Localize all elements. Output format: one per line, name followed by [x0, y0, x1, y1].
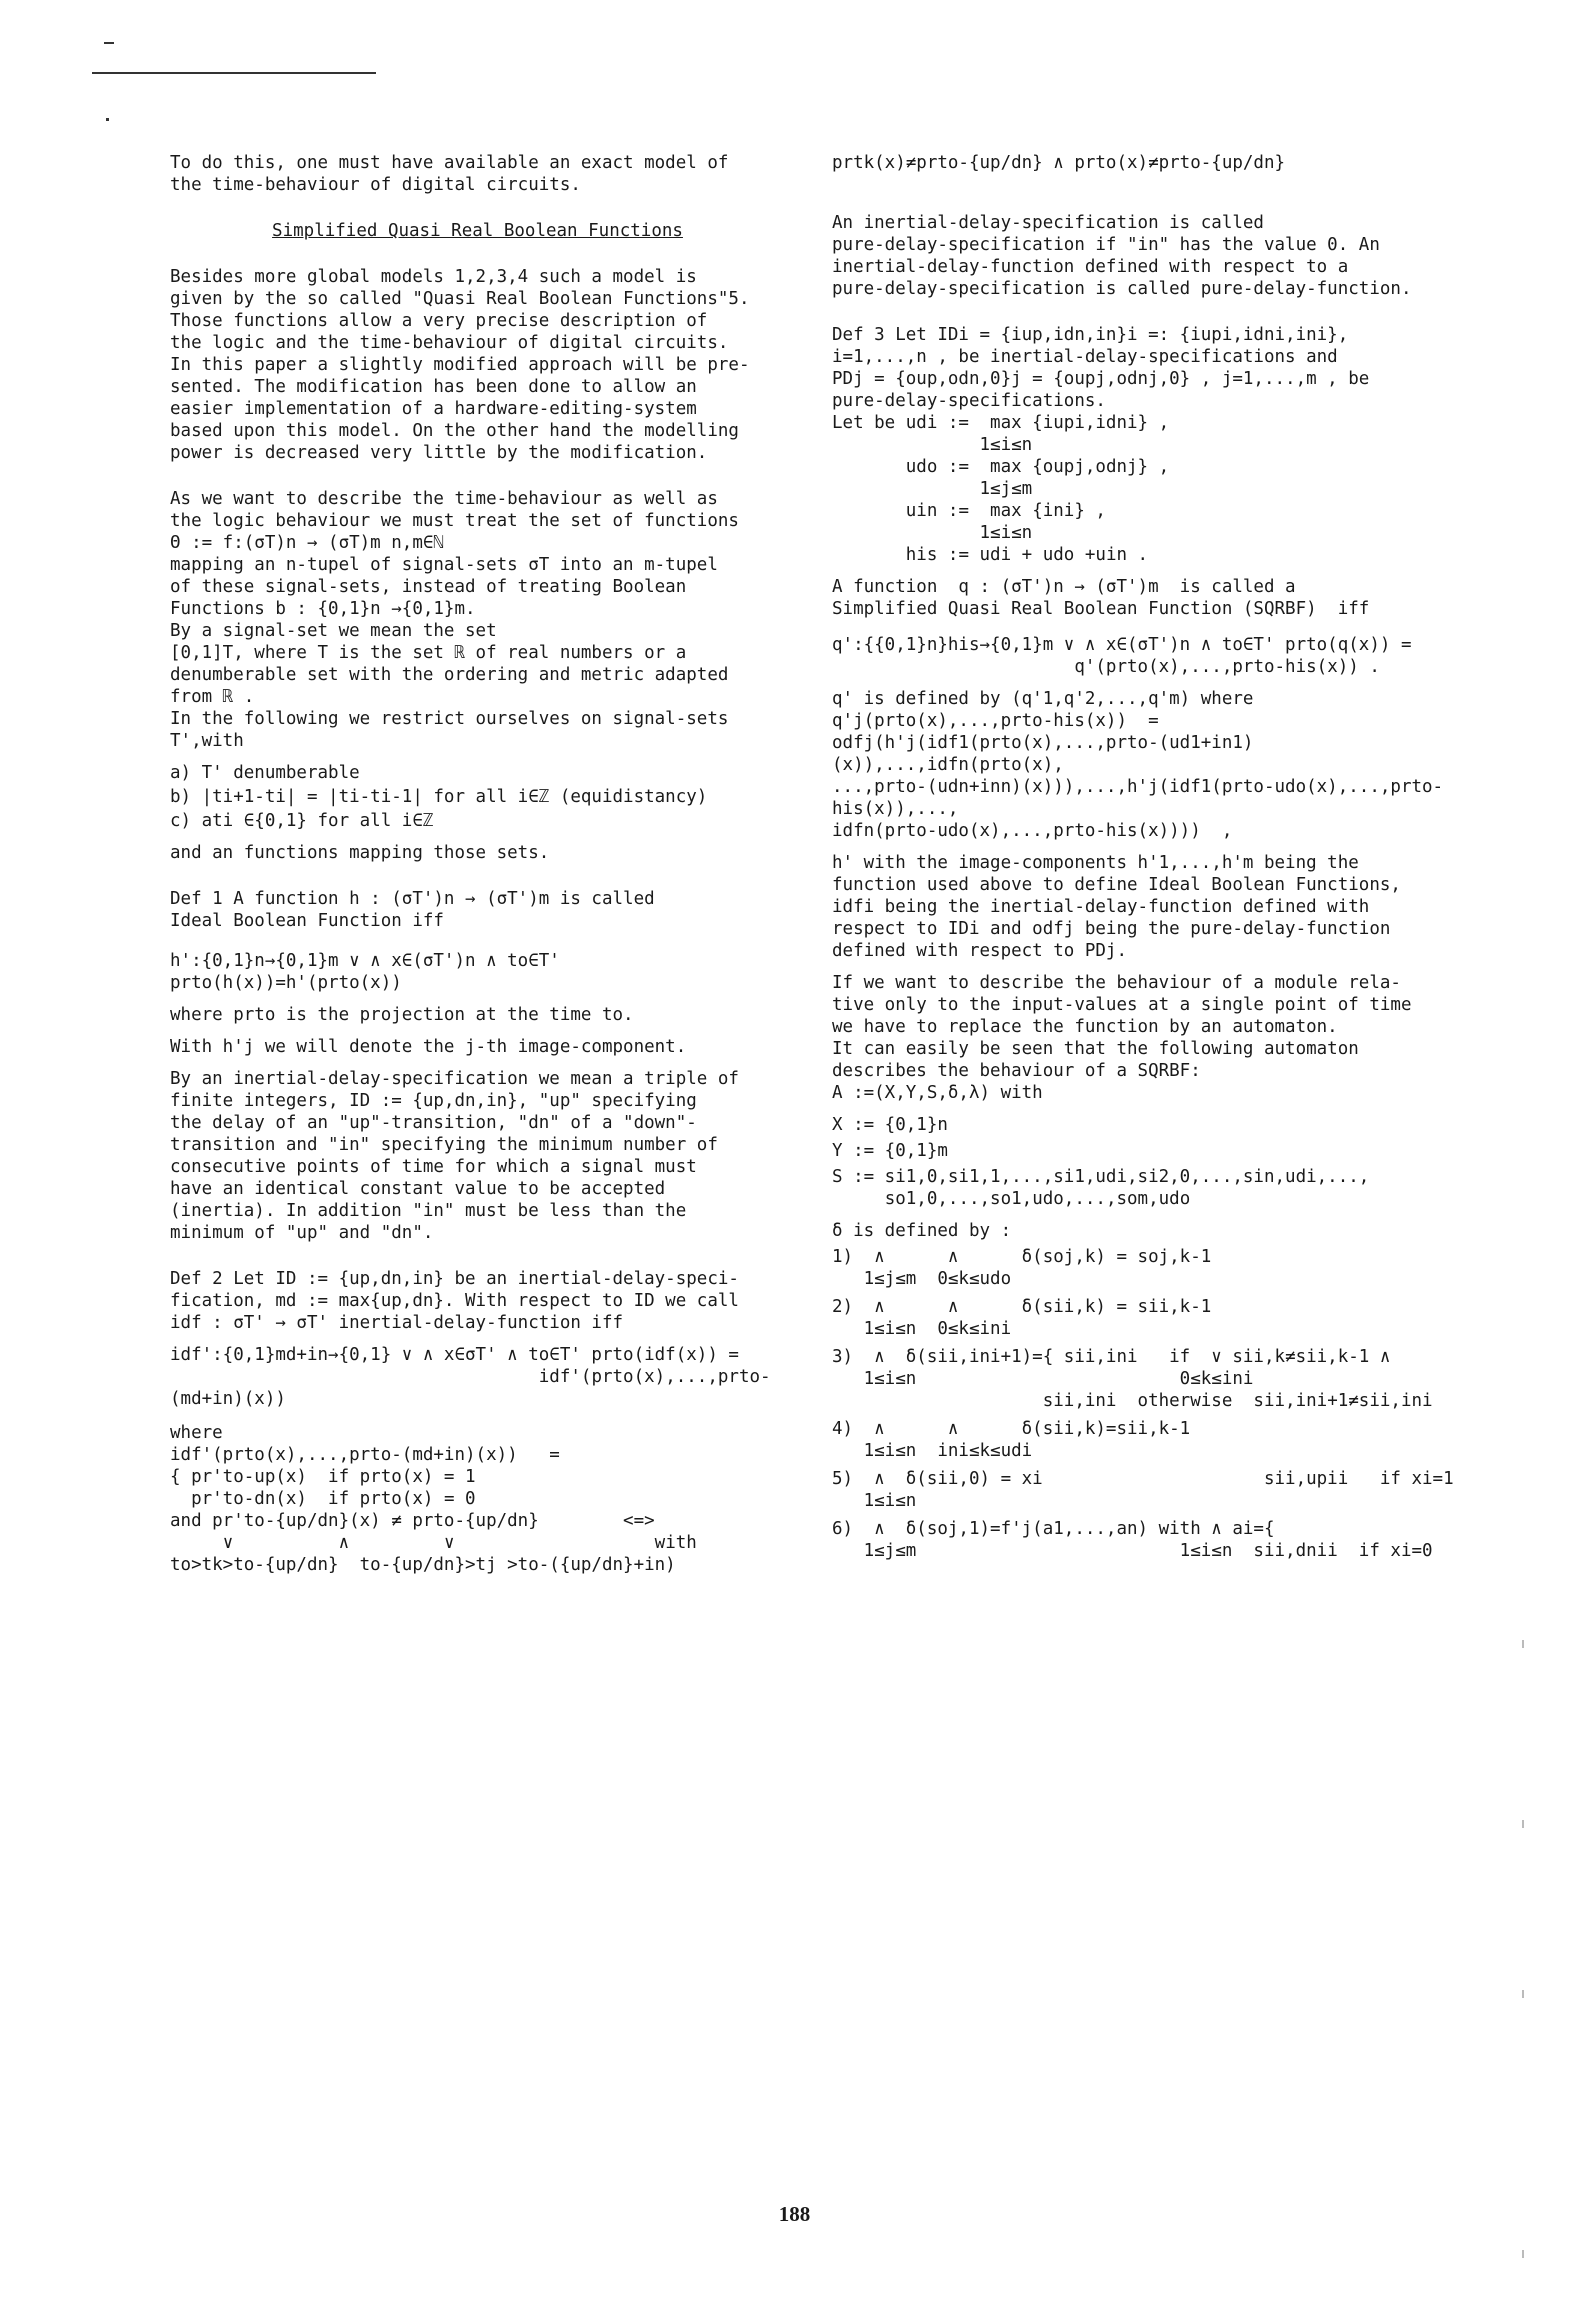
delta-rule-3: 3) ∧ δ(sii,ini+1)={ sii,ini if ∨ sii,k≠sii,k-1 ∧ 1≤i≤n 0≤k≤ini sii,ini otherwise sii,ini+1≠sii,ini — [832, 1347, 1433, 1411]
right-column — [832, 152, 1472, 1572]
inertial-delay-spec-paragraph: By an inertial-delay-specification we mean a triple of finite integers, ID := {up,dn,in}, "up" specifying the delay of an "up"-transition, "dn" of a "down"- transition and "in" specifying the minimum number of consecutive points of time for which a signal must have an identical constant value to be accepted (inertia). In addition "in" must be less than the minimum of "up" and "dn". — [170, 1069, 739, 1243]
definition-2-formula: idf':{0,1}md+in→{0,1} ∨ ∧ x∈σT' ∧ to∈T' prto(idf(x)) = idf'(prto(x),...,prto-(md+in)(x)) — [170, 1345, 771, 1409]
x-definition: X := {0,1}n — [832, 1115, 948, 1135]
left-column — [170, 152, 785, 1586]
signal-set-paragraph: As we want to describe the time-behaviour as well as the logic behaviour we must treat the set of functions Θ := f:(σT)n → (σT)m n,m∈ℕ mapping an n-tupel of signal-sets σT into an m-tupel of these signal-sets, instead of treating Boolean Functions b : {0,1}n →{0,1}m. By a signal-set we mean the set [0,1]T, where T is the set ℝ of real numbers or a denumberable set with the ordering and metric adapted from ℝ . In the following we restrict ourselves on signal-sets T',with — [170, 489, 739, 751]
h-prime-description: h' with the image-components h'1,...,h'm being the function used above to define Ideal Boolean Functions, idfi being the inertial-delay-function defined with respect to IDi and odfj being the pure-delay-function defined with respect to PDj. — [832, 853, 1401, 961]
definition-2-cases: where idf'(prto(x),...,prto-(md+in)(x)) = { pr'to-up(x) if prto(x) = 1 pr'to-dn(x) if prto(x) = 0 and pr'to-{up/dn}(x) ≠ prto-{up/dn} <=> ∨ ∧ ∨ with to>tk>to-{up/dn} to-{up/dn}>tj >to-({up/dn}+in) — [170, 1423, 697, 1575]
scan-edge-mark — [1522, 2250, 1524, 2258]
sqrbf-definition: A function q : (σT')n → (σT')m is called a Simplified Quasi Real Boolean Function (SQRBF) iff — [832, 577, 1370, 619]
condition-a: a) T' denumberable — [170, 763, 360, 783]
intro-paragraph: To do this, one must have available an exact model of the time-behaviour of digital circuits. — [170, 153, 729, 195]
models-paragraph: Besides more global models 1,2,3,4 such a model is given by the so called "Quasi Real Boolean Functions"5. Those functions allow a very precise description of the logic and the time-behaviour of digital circuits. In this paper a slightly modified approach will be pre- sented. The modification has been done to allow an easier implementation of a hardware-editing-system based upon this model. On the other hand the modelling power is decreased very little by the modification. — [170, 267, 750, 463]
delta-rule-5: 5) ∧ δ(sii,0) = xi sii,upii if xi=1 1≤i≤n — [832, 1469, 1454, 1511]
sqrbf-formula: q':{{0,1}n}his→{0,1}m ∨ ∧ x∈(σT')n ∧ to∈T' prto(q(x)) = q'(prto(x),...,prto-his(x)) . — [832, 635, 1412, 677]
pure-delay-paragraph: An inertial-delay-specification is called pure-delay-specification if "in" has the value 0. An inertial-delay-function defined with respect to a pure-delay-specification is called pure-delay-function. — [832, 213, 1412, 299]
y-definition: Y := {0,1}m — [832, 1141, 948, 1161]
definition-2: Def 2 Let ID := {up,dn,in} be an inertial-delay-speci- fication, md := max{up,dn}. With respect to ID we call idf : σT' → σT' inertial-delay-function iff — [170, 1269, 739, 1333]
mapping-sentence: and an functions mapping those sets. — [170, 843, 550, 863]
margin-dot — [106, 118, 109, 121]
delta-rule-4: 4) ∧ ∧ δ(sii,k)=sii,k-1 1≤i≤n ini≤k≤udi — [832, 1419, 1191, 1461]
scan-edge-mark — [1522, 1820, 1524, 1828]
definition-3: Def 3 Let IDi = {iup,idn,in}i =: {iupi,idni,ini}, i=1,...,n , be inertial-delay-specifications and PDj = {oup,odn,0}j = {oupj,odnj,0} , j=1,...,m , be pure-delay-specifications. Let be udi := max {iupi,idni} , 1≤i≤n udo := max {oupj,odnj} , 1≤j≤m uin := max {ini} , 1≤i≤n his := udi + udo +uin . — [832, 325, 1370, 565]
scan-edge-mark — [1522, 1990, 1524, 1998]
definition-1: Def 1 A function h : (σT')n → (σT')m is called Ideal Boolean Function iff — [170, 889, 655, 931]
condition-c: c) ati ∈{0,1} for all i∈ℤ — [170, 811, 434, 831]
definition-1-formula: h':{0,1}n→{0,1}m ∨ ∧ x∈(σT')n ∧ to∈T' prto(h(x))=h'(prto(x)) — [170, 951, 571, 993]
delta-intro: δ is defined by : — [832, 1221, 1012, 1241]
delta-rule-2: 2) ∧ ∧ δ(sii,k) = sii,k-1 1≤i≤n 0≤k≤ini — [832, 1297, 1212, 1339]
s-definition: S := si1,0,si1,1,...,si1,udi,si2,0,...,sin,udi,..., so1,0,...,so1,udo,...,som,udo — [832, 1167, 1370, 1209]
definition-1-component: With h'j we will denote the j-th image-component. — [170, 1037, 687, 1057]
header-rule — [92, 72, 376, 74]
scan-edge-mark — [1522, 1640, 1524, 1648]
transition-formula: prtk(x)≠prto-{up/dn} ∧ prto(x)≠prto-{up/dn} — [832, 153, 1286, 173]
page-number: 188 — [778, 2202, 811, 2226]
definition-1-projection: where prto is the projection at the time to. — [170, 1005, 634, 1025]
condition-b: b) |ti+1-ti| = |ti-ti-1| for all i∈ℤ (equidistancy) — [170, 787, 708, 807]
q-prime-definition: q' is defined by (q'1,q'2,...,q'm) where q'j(prto(x),...,prto-his(x)) = odfj(h'j(idf1(prto(x),...,prto-(ud1+in1)(x)),...,idfn(prto(x), ...,prto-(udn+inn)(x))),...,h'j(idf1(prto-udo(x),...,prto-his(x)),..., idfn(prto-udo(x),...,prto-his(x)))) , — [832, 689, 1444, 841]
delta-rule-1: 1) ∧ ∧ δ(soj,k) = soj,k-1 1≤j≤m 0≤k≤udo — [832, 1247, 1212, 1289]
automaton-paragraph: If we want to describe the behaviour of a module rela- tive only to the input-values at a single point of time we have to replace the function by an automaton. It can easily be seen that the following automaton describes the behaviour of a SQRBF: A :=(X,Y,S,δ,λ) with — [832, 973, 1412, 1103]
margin-mark — [104, 42, 114, 44]
section-heading: Simplified Quasi Real Boolean Functions — [272, 221, 683, 241]
delta-rule-6: 6) ∧ δ(soj,1)=f'j(a1,...,an) with ∧ ai={ 1≤j≤m 1≤i≤n sii,dnii if xi=0 — [832, 1519, 1433, 1561]
